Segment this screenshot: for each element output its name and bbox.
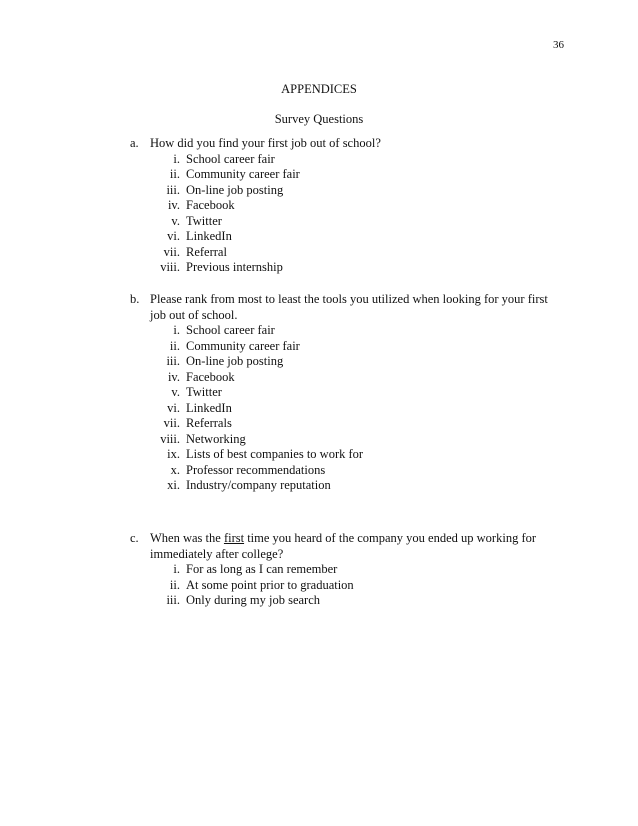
option-text: Networking: [186, 431, 246, 446]
page-number: 36: [553, 39, 564, 51]
page-title: APPENDICES: [281, 82, 357, 96]
option-text: Lists of best companies to work for: [186, 447, 364, 462]
option-item: [130, 463, 570, 479]
option-item: [130, 260, 570, 276]
option-text: Facebook: [186, 369, 235, 384]
option-number: i.: [173, 562, 180, 577]
option-text: School career fair: [186, 323, 275, 338]
option-number: iii.: [166, 354, 180, 369]
option-number: x.: [170, 462, 180, 477]
option-item: [130, 593, 570, 609]
option-text: Previous internship: [186, 260, 283, 275]
option-text: Twitter: [186, 385, 222, 400]
option-text: At some point prior to graduation: [186, 577, 354, 592]
option-text: Referrals: [186, 416, 232, 431]
option-item: [130, 323, 570, 339]
question-text: [130, 531, 570, 547]
option-text: Facebook: [186, 198, 235, 213]
question-text-pre: When was the: [150, 531, 224, 545]
option-item: [130, 339, 570, 355]
question-c: [130, 531, 570, 609]
question-a: [130, 136, 570, 276]
option-text: Community career fair: [186, 167, 300, 182]
option-number: i.: [173, 151, 180, 166]
option-number: viii.: [160, 260, 180, 275]
option-text: LinkedIn: [186, 400, 232, 415]
section-subtitle: Survey Questions: [274, 112, 364, 126]
question-text: [130, 292, 570, 308]
option-text: LinkedIn: [186, 229, 232, 244]
question-text-line-2: immediately after college?: [150, 546, 284, 561]
option-item: [130, 152, 570, 168]
option-text: Professor recommendations: [186, 462, 326, 477]
question-letter: b.: [130, 292, 140, 306]
option-number: vi.: [167, 400, 180, 415]
question-text-line-2: job out of school.: [150, 307, 238, 322]
option-text: Industry/company reputation: [186, 478, 331, 493]
option-item: [130, 198, 570, 214]
question-text-continued: [130, 308, 570, 324]
option-list: [130, 562, 570, 609]
option-list: [130, 323, 570, 494]
option-number: iv.: [167, 369, 180, 384]
option-number: vii.: [163, 244, 180, 259]
option-text: Twitter: [186, 213, 222, 228]
option-number: v.: [171, 385, 180, 400]
option-item: [130, 214, 570, 230]
question-text-content: How did you find your first job out of school?: [150, 136, 381, 150]
question-text-emphasis: first: [223, 531, 245, 545]
option-item: [130, 167, 570, 183]
option-item: [130, 401, 570, 417]
option-text: School career fair: [186, 151, 275, 166]
option-item: [130, 562, 570, 578]
option-number: vi.: [167, 229, 180, 244]
option-item: [130, 385, 570, 401]
option-number: i.: [173, 323, 180, 338]
option-item: [130, 229, 570, 245]
option-item: [130, 245, 570, 261]
question-letter: c.: [130, 531, 139, 545]
option-number: ix.: [167, 447, 180, 462]
option-text: On-line job posting: [186, 354, 284, 369]
option-number: v.: [171, 213, 180, 228]
option-text: Only during my job search: [186, 593, 321, 608]
option-item: [130, 370, 570, 386]
option-item: [130, 478, 570, 494]
option-text: Referral: [186, 244, 227, 259]
option-item: [130, 447, 570, 463]
option-text: For as long as I can remember: [186, 562, 338, 577]
option-item: [130, 578, 570, 594]
question-text: [130, 136, 570, 152]
option-number: iii.: [166, 593, 180, 608]
question-text-line-1: Please rank from most to least the tools you utilized when looking for your first: [150, 292, 548, 306]
option-number: viii.: [160, 431, 180, 446]
option-text: On-line job posting: [186, 182, 284, 197]
question-letter: a.: [130, 136, 139, 150]
option-number: ii.: [169, 338, 180, 353]
option-number: vii.: [163, 416, 180, 431]
option-item: [130, 432, 570, 448]
option-number: iii.: [166, 182, 180, 197]
option-number: iv.: [167, 198, 180, 213]
option-list: [130, 152, 570, 276]
option-text: Community career fair: [186, 338, 300, 353]
question-b: [130, 292, 570, 494]
question-text-continued: [130, 547, 570, 563]
option-item: [130, 183, 570, 199]
option-number: ii.: [169, 577, 180, 592]
option-item: [130, 416, 570, 432]
option-item: [130, 354, 570, 370]
question-text-post: time you heard of the company you ended up working for: [244, 531, 537, 545]
option-number: xi.: [167, 478, 180, 493]
option-number: ii.: [169, 167, 180, 182]
